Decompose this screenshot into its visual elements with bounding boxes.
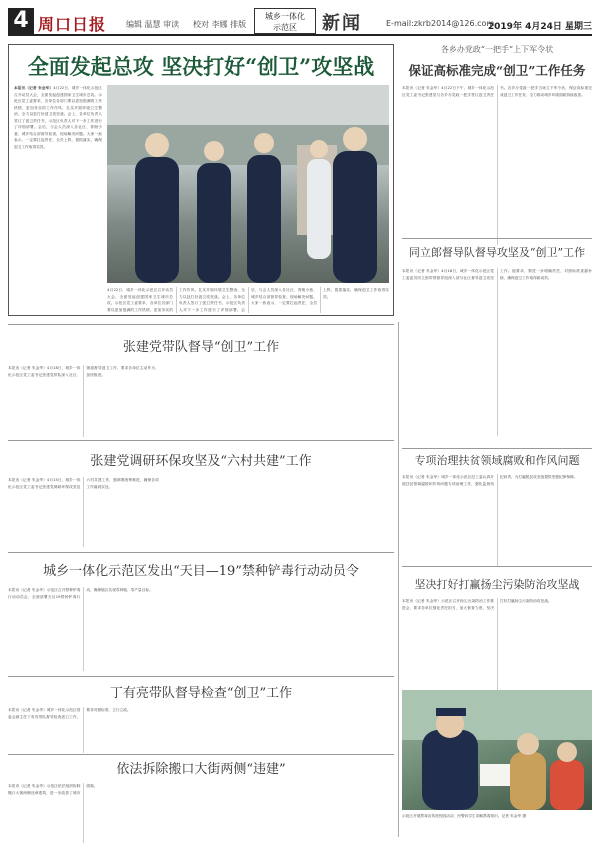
right-top-body bbox=[402, 85, 592, 245]
page-number: 4 bbox=[8, 8, 34, 34]
lead-body-continued: 4月22日，城乡一体化示范区召开动员大会，全面发起创建国家卫生城市总攻。示范区党工委要求，各单位各部门要以更加饱满的工作热情，更加务实的工作作风，扎实开展环境卫生整治，全力以赴打好创卫攻坚战。会上，各单位负责人签订了创卫责任书，示范区负责人对下一步工作进行了详细部署。会后，与会人员深入各社区、背街小巷、城乡结合部督导检查，现场解决问题。大家一致表示，一定要扛起责任，全员上阵，狠抓落实，确保创卫工作取得实效。 bbox=[107, 288, 389, 312]
story5 bbox=[8, 682, 394, 752]
story3 bbox=[8, 450, 394, 550]
left-story2 bbox=[8, 336, 394, 436]
lead-body-text: 4月22日，城乡一体化示范区召开动员大会，全面发起创建国家卫生城市总攻。示范区党工委要求，各单位各部门要以更加饱满的工作热情，更加务实的工作作风，扎实开展环境卫生整治，全力以赴打好创卫攻坚战。会上，各单位负责人签订了创卫责任书，示范区负责人对下一步工作进行了详细部署。会后，与会人员深入各社区、背街小巷、城乡结合部督导检查，现场解决问题。大家一致表示，一定要扛起责任，全员上阵，狠抓落实，确保创卫工作取得实效。 bbox=[14, 86, 102, 149]
lead-byline: 本报讯（记者 朱金华） bbox=[14, 86, 54, 90]
right-story4 bbox=[402, 576, 592, 686]
design-info: 校对 李娜 排版 bbox=[193, 20, 247, 29]
page-header bbox=[8, 6, 592, 36]
lead-story-box bbox=[8, 44, 394, 316]
story3-body bbox=[8, 477, 394, 547]
right-top-headline: 保证高标准完成“创卫”工作任务 bbox=[408, 63, 586, 78]
lead-photo-figures bbox=[107, 85, 389, 283]
section-box bbox=[254, 8, 316, 34]
story5-headline: 丁有亮带队督导检查“创卫”工作 bbox=[109, 686, 293, 701]
right-mid-headline: 同立郎督导队督导攻坚及“创卫”工作 bbox=[408, 246, 586, 259]
right-story3-body bbox=[402, 474, 592, 566]
story4 bbox=[8, 560, 394, 670]
photo-caption: 示范区开展禁毒宣传进校园活动，民警向学生讲解禁毒知识。记者 朱金华 摄 bbox=[402, 814, 527, 818]
right-story4-headline: 坚决打好打赢扬尘污染防治攻坚战 bbox=[414, 578, 580, 591]
paper-name: 周口日报 bbox=[38, 15, 107, 34]
left-story2-body bbox=[8, 365, 394, 437]
story4-headline: 城乡一体化示范区发出“天目—19”禁种铲毒行动动员令 bbox=[43, 564, 359, 579]
photo-figures bbox=[402, 690, 592, 810]
right-story3-headline: 专项治理扶贫领域腐败和作风问题 bbox=[414, 454, 580, 467]
contact-email: E-mail:zkrb2014@126.com bbox=[386, 19, 495, 28]
story6-body bbox=[8, 783, 394, 843]
section-box-line2: 示范区 bbox=[273, 23, 297, 32]
right-top-kicker: 各乡办党政“一把手”上下军令状 bbox=[440, 45, 554, 54]
story5-body bbox=[8, 707, 394, 753]
lead-photo bbox=[107, 85, 389, 283]
story3-headline: 张建党调研环保攻坚及“六村共建”工作 bbox=[90, 454, 312, 469]
lead-body-left bbox=[14, 85, 102, 311]
left-story2-headline: 张建党带队督导“创卫”工作 bbox=[122, 340, 280, 355]
right-mid-body bbox=[402, 268, 592, 436]
section-box-line1: 城乡一体化 bbox=[265, 12, 305, 21]
issue-date: 2019年 4月24日 星期三 bbox=[487, 22, 592, 32]
left-story2-body-text: 本报讯（记者 朱金华）4月18日，城乡一体化示范区党工委书记张建党带队深入社区、街道督导创卫工作，要求各单位主动作为，加快推进。 bbox=[8, 366, 159, 377]
story4-body-text: 本报讯（记者 朱金华）示范区召开禁种铲毒行动动员会，全面部署天目19禁种铲毒行动，确保辖区实现零种植、零产量目标。 bbox=[8, 588, 153, 599]
story3-body-text: 本报讯（记者 朱金华）4月15日，城乡一体化示范区党工委书记张建党调研环保攻坚及六村共建工作，强调要统筹推进，确保各项工作落到实处。 bbox=[8, 478, 159, 489]
right-story3-body-text: 本报讯（记者 朱金华）城乡一体化示范区纪工委认真开展扶贫领域腐败和作风问题专项治理工作，强化监督执纪问责，为打赢脱贫攻坚战提供坚强纪律保障。 bbox=[402, 475, 578, 486]
lead-headline: 全面发起总攻 坚决打好“创卫”攻坚战 bbox=[27, 54, 375, 79]
story4-body bbox=[8, 587, 394, 671]
right-story4-body bbox=[402, 598, 592, 690]
story6-body-text: 本报讯（记者 朱金华）示范区依法组织拆除搬口大街两侧违章建筑，进一步改善了城市面貌。 bbox=[8, 784, 98, 795]
story6 bbox=[8, 758, 394, 840]
right-story4-body-text: 本报讯（记者 朱金华）示范区召开扬尘污染防治工作推进会，要求各单位强化责任担当，加大督查力度，坚决打好打赢扬尘污染防治攻坚战。 bbox=[402, 599, 552, 610]
right-story3 bbox=[402, 452, 592, 564]
right-mid-body-text: 本报讯（记者 朱金华）4月18日，城乡一体化示范区党工委委员同立郎带领督导组深入部分社区督导创卫攻坚工作。他要求，要进一步明确责任，对照标准查漏补缺，确保创卫工作取得新成效。 bbox=[402, 269, 592, 280]
story6-headline: 依法拆除搬口大街两侧“违建” bbox=[116, 762, 286, 777]
section-name: 新闻 bbox=[322, 13, 362, 34]
story5-body-text: 本报讯（记者 朱金华）城乡一体化示范区管委会副主任丁有亮带队督导检查创卫工作，要求对照标准，立行立改。 bbox=[8, 708, 131, 719]
editor-info: 编辑 温慧 审读 bbox=[126, 20, 180, 29]
right-top-story bbox=[402, 44, 592, 239]
lead-body-bottom bbox=[107, 287, 389, 313]
right-top-body-text: 本报讯（记者 朱金华）4月22日下午，城乡一体化示范区党工委书记张建党与各乡办党政一把手签订创卫责任书。各乡办党政一把手当场立下军令状，保证高标准完成创卫工作任务，全力推动城乡环境面貌持续改善。 bbox=[402, 86, 592, 97]
right-mid-story bbox=[402, 244, 592, 434]
drug-education-photo bbox=[402, 690, 592, 810]
